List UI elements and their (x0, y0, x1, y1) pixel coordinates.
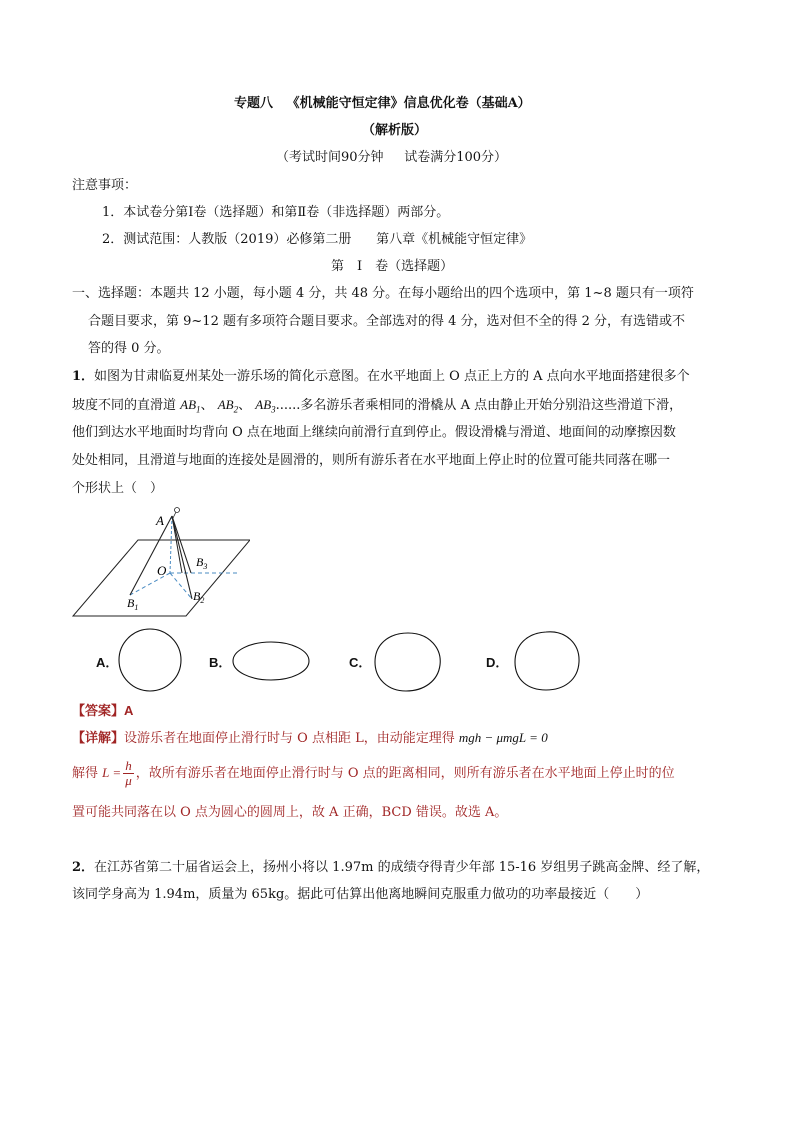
detail-row-3: 置可能共同落在以 O 点为圆心的圆周上，故 A 正确，BCD 错误。故选 A。 (72, 805, 508, 820)
label-a: A (156, 513, 164, 528)
exam-score: 试卷满分100分） (404, 150, 508, 165)
label-b1: $B_1$ (127, 596, 139, 612)
solve-prefix: 解得 (72, 766, 99, 781)
slide-ab3 (172, 516, 191, 573)
notes-item-2-chapter: 第八章《机械能守恒定律》 (376, 232, 533, 247)
option-b-label[interactable]: B． (209, 655, 232, 670)
exam-time: （考试时间90分钟 (276, 150, 384, 165)
q1-text-2b: ......多名游乐者乘相同的滑橇从 A 点由静止开始分别沿这些滑道下滑， (275, 398, 683, 413)
q2-number: 2． (72, 860, 95, 875)
q1-text-1: 如图为甘肃临夏州某处一游乐场的简化示意图。在水平地面上 O 点正上方的 A 点向水平地面搭建很多个 (94, 369, 690, 384)
notes-item-2-text: 2．测试范围：人教版（2019）必修第二册 (102, 232, 352, 247)
q1-slide-2: $AB_2$ (217, 397, 239, 415)
doc-subtitle: （解析版） (362, 123, 428, 138)
q2-line-2: 该同学身高为 1.94m，质量为 65kg。据此可估算出他离地瞬间克服重力做功的功率最接近（ ） (72, 887, 649, 902)
solve-var: L = (102, 765, 122, 780)
q1-line-4: 处处相同，且滑道与地面的连接处是圆滑的，则所有游乐者在水平地面上停止时的位置可能共同落在哪一 (72, 453, 671, 468)
q2-text-1: 在江苏省第二十届省运会上，扬州小将以 1.97m 的成绩夺得青少年部 15-16 岁组男子跳高金牌、经了解， (94, 860, 710, 875)
q1-line-3: 他们到达水平地面时均背向 O 点在地面上继续向前滑行直到停止。假设滑橇与滑道、地面间的动摩擦因数 (72, 425, 676, 440)
label-b2: $B_2$ (193, 589, 205, 605)
label-b3: $B_3$ (196, 555, 208, 571)
solve-fraction (123, 759, 134, 788)
dashed-line-ao (170, 516, 172, 573)
title-part2: 《机械能守恒定律》信息优化卷（基础A） (286, 96, 531, 111)
answer-value: A (124, 703, 134, 718)
section-instructions-2: 合题目要求，第 9~12 题有多项符合题目要求。全部选对的得 4 分，选对但不全的得 2 分，有选错或不 (88, 314, 686, 329)
detail-label: 【详解】 (72, 731, 125, 746)
option-c-oval-icon[interactable] (372, 631, 444, 693)
option-a-circle-icon[interactable] (117, 627, 183, 693)
q1-line-5: 个形状上（ ） (72, 481, 164, 496)
exam-info (276, 149, 507, 167)
rider-body-icon (173, 512, 176, 518)
rider-head-icon (175, 508, 180, 513)
notes-item-2 (102, 231, 532, 249)
answer-label: 【答案】 (72, 704, 125, 719)
q1-slide-3: $AB_3$ (255, 397, 276, 415)
answer-row (72, 702, 133, 721)
title-part1: 专题八 (234, 96, 274, 111)
slide-extra (172, 516, 182, 573)
q1-slide-1: $AB_1$ (180, 397, 201, 415)
option-c-label[interactable]: C． (349, 655, 372, 670)
section-instructions-3: 答的得 0 分。 (88, 341, 170, 356)
section-title: 第 Ⅰ 卷（选择题） (331, 259, 454, 274)
option-d-label[interactable]: D． (486, 655, 509, 670)
q1-number: 1． (72, 369, 95, 384)
section-instructions-1: 一、选择题：本题共 12 小题，每小题 4 分，共 48 分。在每小题给出的四个选项中，第 1~8 题只有一项符 (72, 286, 694, 301)
solve-num: h (123, 759, 134, 774)
detail-row-1 (72, 729, 548, 748)
formula-energy: mgh − μmgL = 0 (458, 730, 548, 745)
q1-text-2a: 坡度不同的直滑道 (72, 398, 177, 413)
detail-text-2: ，故所有游乐者在地面停止滑行时与 O 点的距离相同，则所有游乐者在水平地面上停止时的位 (135, 766, 675, 781)
solve-den: μ (125, 773, 132, 788)
detail-text-1: 设游乐者在地面停止滑行时与 O 点相距 L，由动能定理得 (124, 731, 455, 746)
notes-heading: 注意事项： (72, 178, 138, 193)
doc-title (234, 95, 531, 113)
slide-ab2 (172, 516, 192, 599)
detail-row-2 (72, 758, 675, 789)
option-d-oval-icon[interactable] (512, 630, 584, 692)
slide-diagram (70, 504, 250, 624)
q1-line-1 (72, 368, 690, 386)
notes-item-1: 1．本试卷分第Ⅰ卷（选择题）和第Ⅱ卷（非选择题）两部分。 (102, 205, 450, 220)
q1-sep-1: 、 (200, 398, 214, 413)
option-b-ellipse-icon[interactable] (231, 639, 311, 683)
q2-line-1 (72, 859, 709, 877)
option-a-label[interactable]: A． (96, 655, 119, 670)
q1-sep-2: 、 (238, 398, 252, 413)
q1-line-2 (72, 396, 682, 419)
label-o: O (157, 563, 167, 578)
